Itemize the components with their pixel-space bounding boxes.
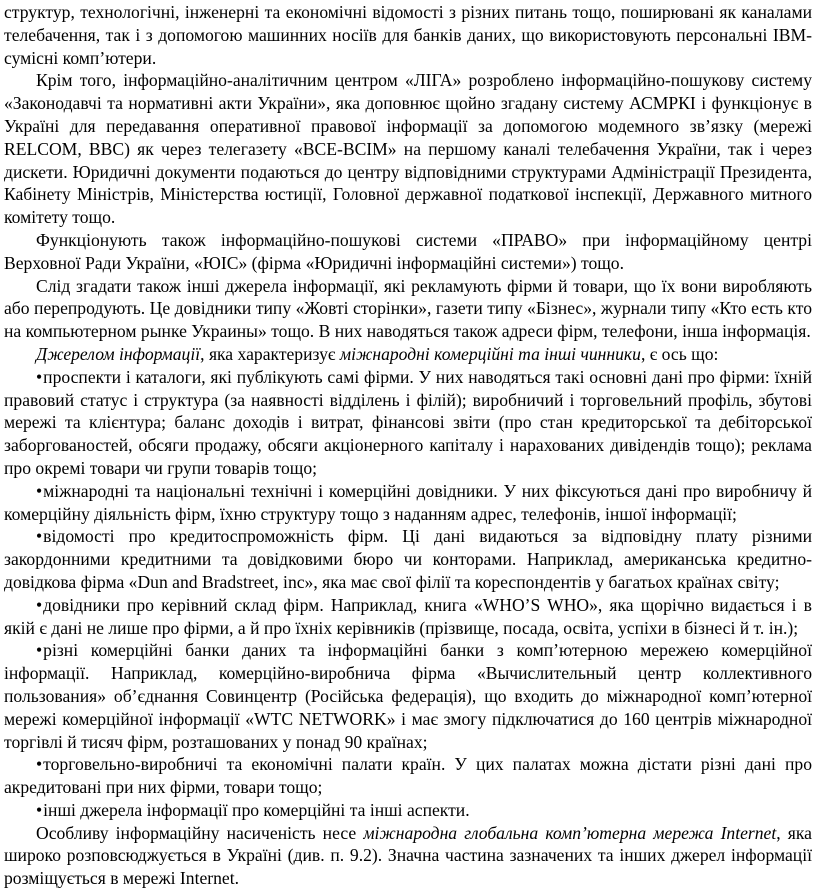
paragraph-liga-system: Крім того, інформаційно-аналітичним центром «ЛІГА» розроблено інформаційно-пошукову систему «Законодавчі та нормативні акти України», яка доповнює щойно згадану систему АСМРКІ і функціонує в Україні для передавання оперативної правової інформації за допомогою модемного зв’язку (мережі RELCOM, BBC) як через телегазету «ВСЕ-ВСІМ» на першому каналі телебачення України, так і через дискети. Юридичні документи подаються до центру відповідними структурами Адміністрації Президента, Кабінету Міністрів, Міністерства юстиції, Головної державної податкової інспекції, Державного митного комітету тощо. [4,70,812,228]
text-run: , яка широко розповсюджується в Україні (див. п. 9.2). Значна частина зазначених та інших джерел інформації розміщується в мережі Internet. [4,822,812,889]
bullet-item-executives [4,594,812,640]
bullet-icon: • [36,366,43,387]
bullet-item-catalogs [4,366,812,480]
bullet-text: довідники про керівний склад фірм. Наприклад, книга «WHO’S WHO», яка щорічно видається і в якій є дані не лише про фірми, а й про їхніх керівників (прізвище, посада, освіта, успіхи в бізнесі й т. ін.); [4,594,812,638]
paragraph-intl-sources-intro [4,343,812,366]
paragraph-continuation: структур, технологічні, інженерні та економічні відомості з різних питань тощо, поширювані як каналами телебачення, так і з допомогою машинних носіїв для банків даних, що використовують персональні IBM-сумісні комп’ютери. [4,2,812,68]
bullet-text: міжнародні та національні технічні і комерційні довідники. У них фіксуються дані про виробничу й комерційну діяльність фірм, їхню структуру тощо з наданням адрес, телефонів, іншої інформації; [4,480,812,524]
bullet-item-creditworthiness [4,525,812,593]
paragraph-pravo-system: Функціонують також інформаційно-пошукові системи «ПРАВО» при інформаційному центрі Верховної Ради України, «ЮІС» (фірма «Юридичні інформаційні системи») тощо. [4,229,812,273]
italic-term-factors: міжнародні комерційні та інші чинники [339,343,641,364]
paragraph-internet [4,822,812,890]
bullet-icon: • [36,526,43,547]
text-run: , яка характеризує [200,343,340,364]
paragraph-other-sources: Слід згадати також інші джерела інформації, які рекламують фірми й товари, що їх вони виробляють або перепродують. Це довідники типу «Жовті сторінки», газети типу «Бізнес», журнали типу «Кто есть кто на компьютерном рынке Украины» тощо. В них наводяться також адреси фірм, телефони, інша інформація. [4,275,812,342]
bullet-text: інші джерела інформації про комерційні та інші аспекти. [43,799,470,820]
bullet-icon: • [36,480,43,501]
bullet-item-chambers [4,753,812,799]
bullet-icon: • [36,594,43,615]
italic-term-source: Джерелом інформації [36,343,201,364]
bullet-text: торговельно-виробничі та економічні палати країн. У цих палатах можна дістати різні дані про акредитовані при них фірми, товари тощо; [4,754,812,798]
bullet-text: відомості про кредитоспроможність фірм. Ці дані видаються за відповідну плату різними закордонними кредитними та довідковими бюро чи конторами. Наприклад, американська кредитно-довідкова фірма «Dun and Bradstreet, inc», яка має свої філії та кореспондентів у багатьох країнах світу; [4,526,812,592]
bullet-text: різні комерційні банки даних та інформаційні банки з комп’ютерною мережею комерційної інформації. Наприклад, комерційно-виробнича фірма «Вычислительный центр коллективного пользования» об’єднання Совинцентр (Російська федерація), що входить до міжнародної комп’ютерної мережі комерційної інформації «WTC NETWORK» і має змогу підключатися до 160 центрів міжнародної торгівлі й тисяч фірм, розташованих у понад 90 країнах; [4,640,812,752]
text-run: , є ось що: [640,343,719,364]
bullet-text: проспекти і каталоги, які публікують самі фірми. У них наводяться такі основні дані про фірми: їхній правовий статус і структура (за наявності відділень і філій); виробничий і торговельний профіль, збутові мережі та клієнтура; баланс доходів і витрат, фінансові звіти (про стан кредиторської та дебіторської заборгованостей, обсяги продажу, обсяги акціонерного капіталу і нарахованих дивідендів тощо); реклама про окремі товари чи групи товарів тощо; [4,366,812,478]
bullet-item-directories [4,480,812,526]
bullet-icon: • [36,754,43,775]
text-run: Особливу інформаційну насиченість несе [36,822,364,843]
bullet-item-other [4,799,812,822]
italic-term-internet: міжнародна глобальна комп’ютерна мережа Internet [363,822,777,843]
bullet-item-databanks [4,639,812,753]
bullet-icon: • [36,799,43,820]
bullet-icon: • [36,640,43,661]
